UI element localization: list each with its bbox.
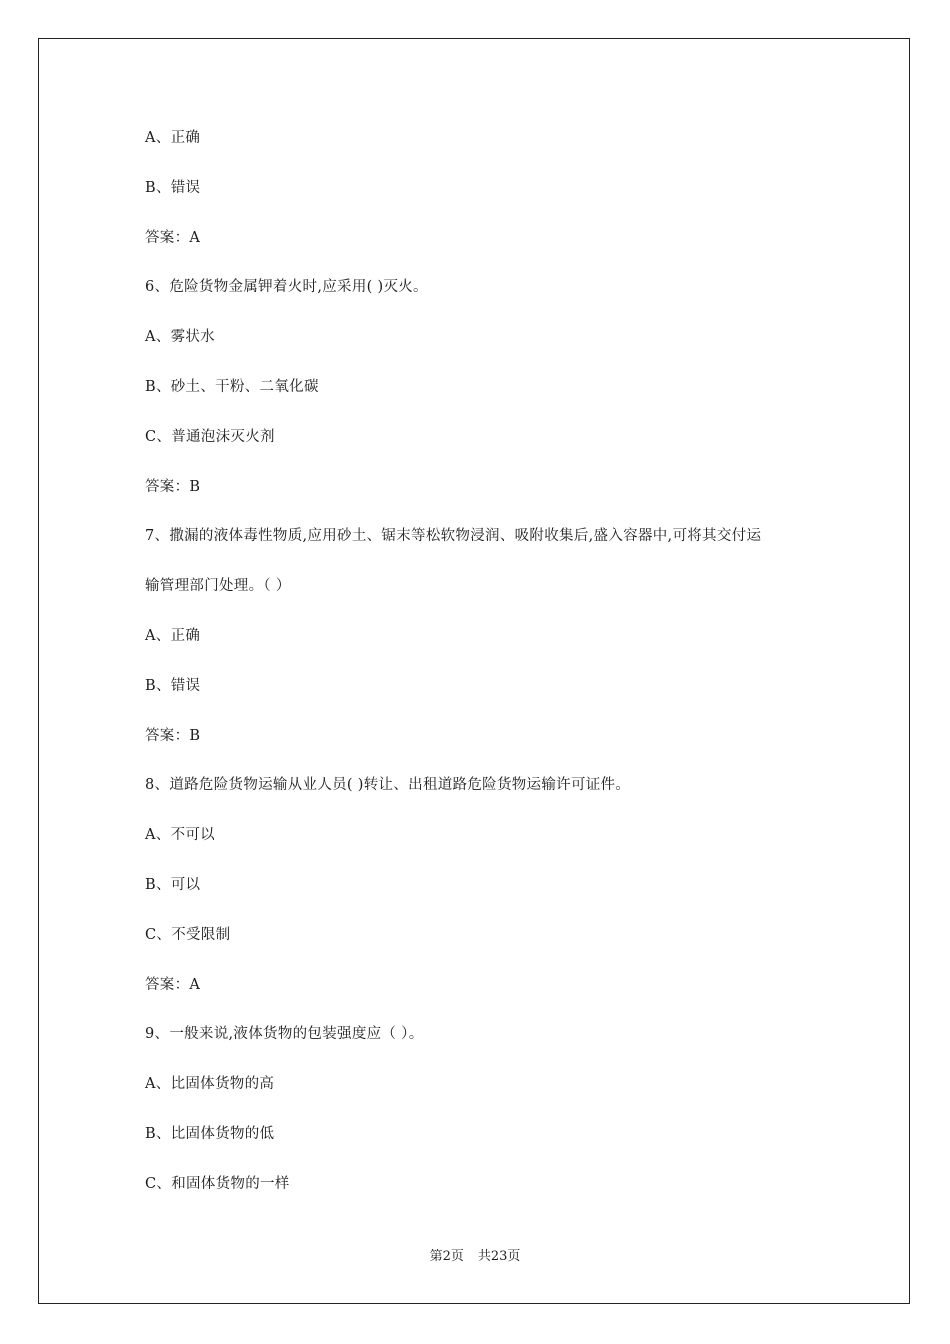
page-number: 第2页 bbox=[429, 1249, 464, 1264]
option-a: A、正确 bbox=[145, 627, 201, 644]
option-c: C、不受限制 bbox=[145, 926, 231, 943]
option-b: B、砂土、干粉、二氧化碳 bbox=[145, 378, 319, 395]
answer: 答案：A bbox=[145, 976, 201, 993]
option-a: A、不可以 bbox=[145, 827, 215, 844]
question-7-continued: 输管理部门处理。（ ） bbox=[145, 578, 291, 595]
question-8: 8、道路危险货物运输从业人员( )转让、出租道路危险货物运输许可证件。 bbox=[145, 777, 631, 794]
option-b: B、错误 bbox=[145, 179, 201, 196]
option-a: A、比固体货物的高 bbox=[145, 1076, 275, 1093]
option-b: B、可以 bbox=[145, 876, 201, 893]
option-a: A、正确 bbox=[145, 130, 201, 146]
answer: 答案：B bbox=[145, 727, 201, 744]
page-total: 共23页 bbox=[477, 1249, 521, 1264]
option-b: B、比固体货物的低 bbox=[145, 1125, 275, 1142]
question-6: 6、危险货物金属钾着火时,应采用( )灭火。 bbox=[145, 279, 428, 296]
document-body bbox=[145, 126, 845, 1222]
option-c: C、和固体货物的一样 bbox=[145, 1175, 290, 1192]
page-footer bbox=[0, 1247, 950, 1267]
question-7: 7、撒漏的液体毒性物质,应用砂土、锯末等松软物浸润、吸附收集后,盛入容器中,可将其交付运 bbox=[145, 528, 762, 545]
answer: 答案：A bbox=[145, 229, 201, 246]
option-b: B、错误 bbox=[145, 677, 201, 694]
option-a: A、雾状水 bbox=[145, 329, 215, 346]
option-c: C、普通泡沫灭火剂 bbox=[145, 428, 275, 445]
question-9: 9、一般来说,液体货物的包装强度应（ ）。 bbox=[145, 1026, 424, 1043]
answer: 答案：B bbox=[145, 478, 201, 495]
